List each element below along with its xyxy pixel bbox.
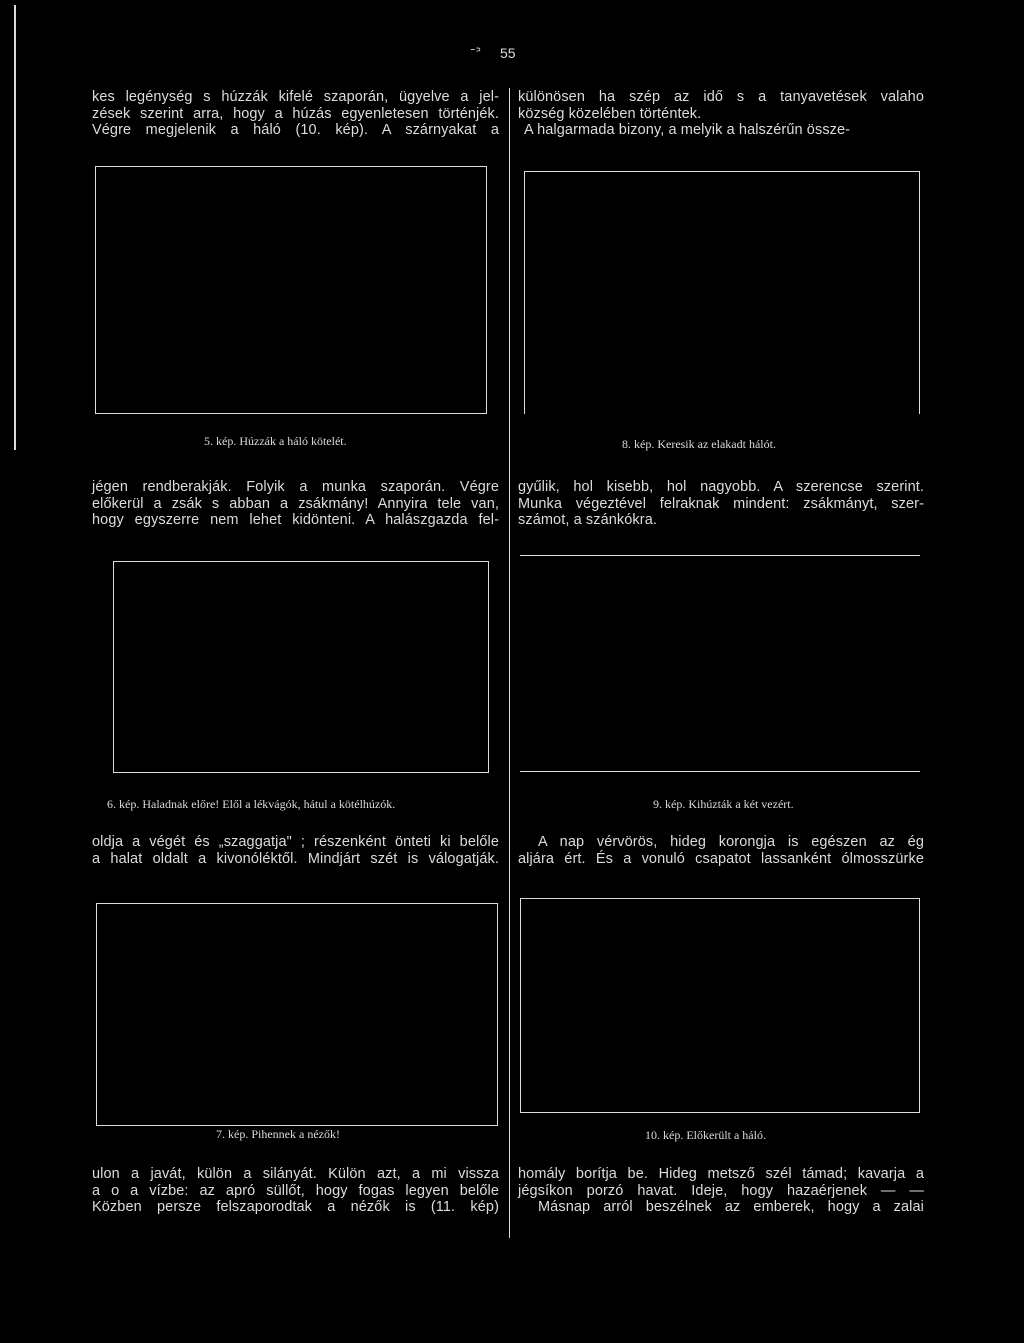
figure-5-frame (95, 166, 487, 414)
figure-8-caption: 8. kép. Keresik az elakadt hálót. (622, 437, 776, 451)
figure-9-caption: 9. kép. Kihúzták a két vezért. (653, 797, 794, 811)
left-paragraph-3: oldja a végét és „szaggatja" ; részenként önteti ki belőle a halat oldalt a kivonóléktől. Mindjárt szét is válogatják. (92, 834, 499, 867)
figure-7-caption: 7. kép. Pihennek a nézők! (216, 1127, 340, 1141)
header-glyph: ᐨᐣ (470, 44, 481, 60)
right-paragraph-2: gyűlik, hol kisebb, hol nagyobb. A szerencse szerint. Munka végeztével felraknak mindent: zsákmányt, szer- számot, a szánkókra. (518, 479, 924, 528)
figure-9-bottom-edge (520, 771, 920, 772)
left-paragraph-1: kes legénység s húzzák kifelé szaporán, ügyelve a jel- zések szerint arra, hogy a húzás egyenletesen történjék. Végre megjelenik a háló (10. kép). A szárnyakat a (92, 89, 499, 138)
figure-8-frame (524, 171, 920, 414)
left-paragraph-2: jégen rendberakják. Folyik a munka szaporán. Végre előkerül a zsák s abban a zsákmány! Annyira tele van, hogy egyszerre nem lehet kidönteni. A halászgazda fel- (92, 479, 499, 528)
figure-10-caption: 10. kép. Előkerült a háló. (645, 1128, 766, 1142)
figure-7-frame (96, 903, 498, 1126)
right-paragraph-3: A nap vérvörös, hideg korongja is egészen az ég aljára ért. És a vonuló csapatot lassanként ólmosszürke (518, 834, 924, 867)
left-paragraph-4: ulon a javát, külön a silányát. Külön azt, a mi vissza a o a vízbe: az apró süllőt, hogy fogas legyen belőle Közben persze felszaporodtak a nézők is (11. kép) (92, 1166, 499, 1215)
figure-5-caption: 5. kép. Húzzák a háló kötelét. (204, 434, 347, 448)
figure-10-frame (520, 898, 920, 1113)
figure-6-frame (113, 561, 489, 773)
left-margin-line (14, 5, 16, 450)
figure-5-top-edge (95, 166, 487, 167)
page-number: 55 (500, 45, 516, 61)
right-paragraph-4: homály borítja be. Hideg metsző szél támad; kavarja a jégsíkon porzó havat. Ideje, hogy hazaérjenek — — Másnap arról beszélnek az emberek, hogy a zalai (518, 1166, 924, 1215)
right-paragraph-1: különösen ha szép az idő s a tanyavetések valaho község közelében történtek. A halgarmada bizony, a melyik a halszérűn össze- (518, 89, 924, 138)
figure-6-caption: 6. kép. Haladnak előre! Elől a lékvágók, hátul a kötélhúzók. (107, 797, 396, 811)
figure-9-top-edge (520, 555, 920, 556)
column-divider (509, 88, 510, 1238)
